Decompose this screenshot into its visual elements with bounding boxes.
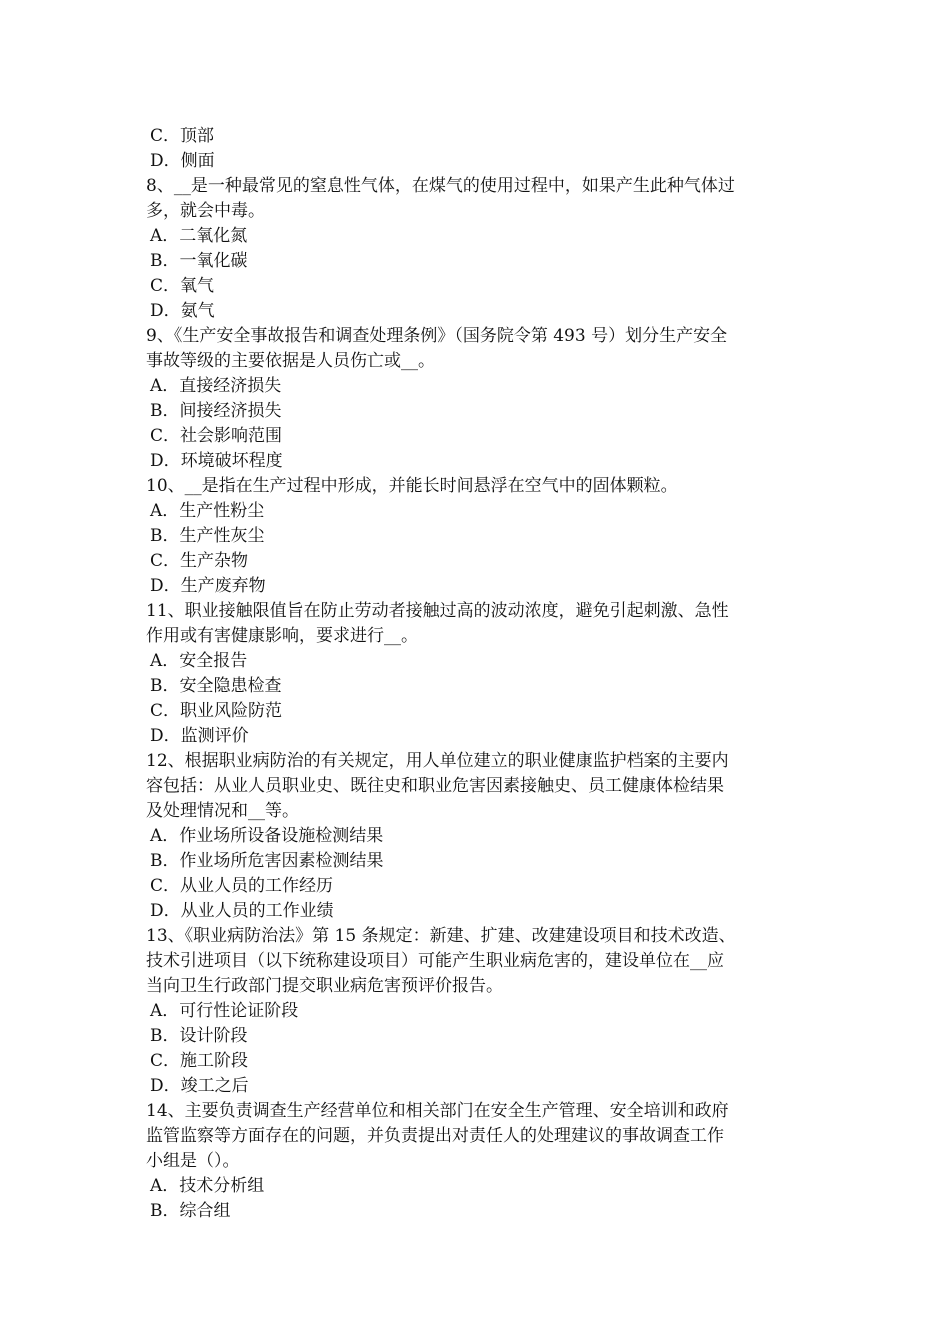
question-12-option-a: A．作业场所设备设施检测结果 bbox=[150, 826, 384, 846]
question-13-option-a: A．可行性论证阶段 bbox=[150, 1001, 299, 1021]
question-13-line-2: 技术引进项目（以下统称建设项目）可能产生职业病危害的，建设单位在__应 bbox=[146, 951, 724, 971]
question-14-line-1: 14、主要负责调查生产经营单位和相关部门在安全生产管理、安全培训和政府 bbox=[146, 1101, 729, 1121]
question-8-option-c: C．氧气 bbox=[150, 276, 215, 296]
question-10-option-a: A．生产性粉尘 bbox=[150, 501, 265, 521]
question-11-option-c: C．职业风险防范 bbox=[150, 701, 283, 721]
option-c-prev: C．顶部 bbox=[150, 126, 215, 146]
question-13-option-c: C．施工阶段 bbox=[150, 1051, 249, 1071]
question-12-option-d: D．从业人员的工作业绩 bbox=[150, 901, 334, 921]
document-page bbox=[146, 124, 810, 1224]
question-12-option-c: C．从业人员的工作经历 bbox=[150, 876, 334, 896]
question-11-line-1: 11、职业接触限值旨在防止劳动者接触过高的波动浓度，避免引起刺激、急性 bbox=[146, 601, 729, 621]
question-10-option-c: C．生产杂物 bbox=[150, 551, 249, 571]
question-10-option-b: B．生产性灰尘 bbox=[150, 526, 265, 546]
question-11-option-d: D．监测评价 bbox=[150, 726, 249, 746]
question-9-line-2: 事故等级的主要依据是人员伤亡或__。 bbox=[146, 351, 435, 371]
question-9-option-c: C．社会影响范围 bbox=[150, 426, 283, 446]
question-8-option-d: D．氨气 bbox=[150, 301, 215, 321]
question-12-line-3: 及处理情况和__等。 bbox=[146, 801, 299, 821]
question-9-option-d: D．环境破坏程度 bbox=[150, 451, 283, 471]
question-13-option-d: D．竣工之后 bbox=[150, 1076, 249, 1096]
question-11-option-b: B．安全隐患检查 bbox=[150, 676, 282, 696]
question-11-option-a: A．安全报告 bbox=[150, 651, 248, 671]
question-13-line-1: 13、《职业病防治法》第 15 条规定：新建、扩建、改建建设项目和技术改造、 bbox=[146, 926, 736, 946]
option-d-prev: D．侧面 bbox=[150, 151, 215, 171]
question-14-option-b: B．综合组 bbox=[150, 1201, 231, 1221]
question-14-option-a: A．技术分析组 bbox=[150, 1176, 265, 1196]
question-9-line-1: 9、《生产安全事故报告和调查处理条例》（国务院令第 493 号）划分生产安全 bbox=[146, 326, 728, 346]
question-8-line-2: 多，就会中毒。 bbox=[146, 201, 265, 221]
question-10-option-d: D．生产废弃物 bbox=[150, 576, 266, 596]
question-12-line-2: 容包括：从业人员职业史、既往史和职业危害因素接触史、员工健康体检结果 bbox=[146, 776, 724, 796]
question-14-line-3: 小组是（）。 bbox=[146, 1151, 240, 1171]
question-12-line-1: 12、根据职业病防治的有关规定，用人单位建立的职业健康监护档案的主要内 bbox=[146, 751, 729, 771]
question-12-option-b: B．作业场所危害因素检测结果 bbox=[150, 851, 384, 871]
question-9-option-b: B．间接经济损失 bbox=[150, 401, 282, 421]
question-8-option-b: B．一氧化碳 bbox=[150, 251, 248, 271]
question-10-line-1: 10、__是指在生产过程中形成，并能长时间悬浮在空气中的固体颗粒。 bbox=[146, 476, 678, 496]
question-13-option-b: B．设计阶段 bbox=[150, 1026, 248, 1046]
question-8-option-a: A．二氧化氮 bbox=[150, 226, 248, 246]
question-14-line-2: 监管监察等方面存在的问题，并负责提出对责任人的处理建议的事故调查工作 bbox=[146, 1126, 724, 1146]
question-13-line-3: 当向卫生行政部门提交职业病危害预评价报告。 bbox=[146, 976, 503, 996]
question-8-line-1: 8、__是一种最常见的窒息性气体，在煤气的使用过程中，如果产生此种气体过 bbox=[146, 176, 735, 196]
question-11-line-2: 作用或有害健康影响，要求进行__。 bbox=[146, 626, 418, 646]
question-9-option-a: A．直接经济损失 bbox=[150, 376, 282, 396]
